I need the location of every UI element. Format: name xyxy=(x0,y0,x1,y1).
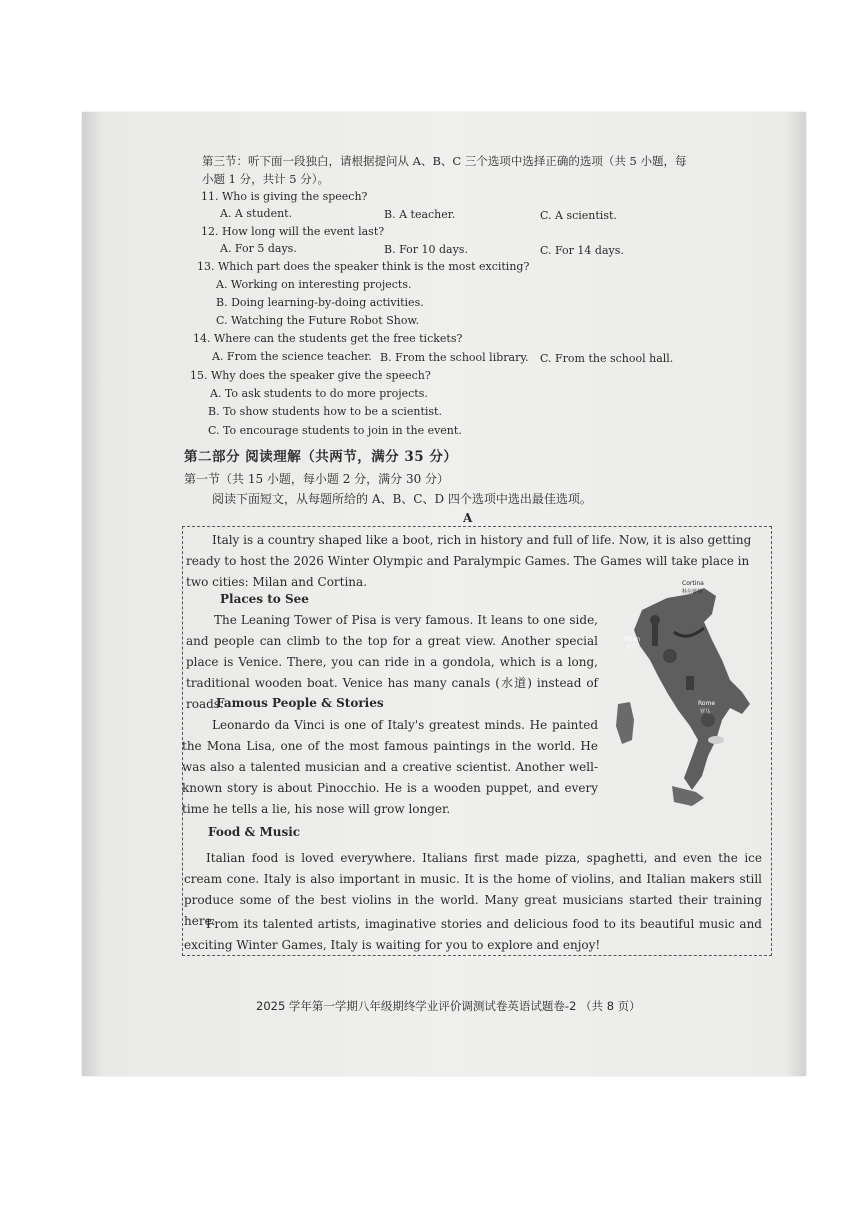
heading-people: Famous People & Stories xyxy=(216,696,384,710)
option-c: C. From the school hall. xyxy=(540,352,674,365)
italy-map-icon xyxy=(612,580,752,810)
section3-instruction xyxy=(202,152,687,188)
heading-food: Food & Music xyxy=(208,825,301,839)
map-label-rome-cn: 罗马 xyxy=(700,709,711,715)
map-label-rome: Rome xyxy=(698,700,716,707)
paragraph-food: Italian food is loved everywhere. Italians first made pizza, spaghetti, and even the ice cream cone. Italy is also important in music. It is the home of violins, and Italian makers still produce some of the best violins in the world. Many great musicians started their training here. xyxy=(184,851,762,928)
option-a: A. From the science teacher. xyxy=(212,350,372,363)
option-b: B. A teacher. xyxy=(384,208,456,221)
instruction-line: 小题 1 分，共计 5 分）。 xyxy=(202,172,330,186)
passage-letter: A xyxy=(463,511,473,525)
option-a: A. To ask students to do more projects. xyxy=(210,387,428,400)
paragraph-people: Leonardo da Vinci is one of Italy's greatest minds. He painted the Mona Lisa, one of the most famous paintings in the world. He was also a talented musician and a creative scientist. Another well-known story is about Pinocchio. He is a wooden puppet, and every time he tells a lie, his nose will grow longer. xyxy=(182,718,598,816)
page-footer: 2025 学年第一学期八年级期终学业评价调测试卷英语试题卷-2 （共 8 页） xyxy=(256,999,641,1013)
option-a: A. A student. xyxy=(220,207,293,220)
reading-instruction: 阅读下面短文，从每题所给的 A、B、C、D 四个选项中选出最佳选项。 xyxy=(212,492,592,506)
option-c: C. A scientist. xyxy=(540,209,617,222)
option-b: B. To show students how to be a scientist. xyxy=(208,405,442,418)
paragraph-closing: From its talented artists, imaginative stories and delicious food to its beautiful music and exciting Winter Games, Italy is waiting for you to explore and enjoy! xyxy=(184,917,762,952)
option-a: A. For 5 days. xyxy=(220,242,297,255)
map-label-milan-cn: 米兰 xyxy=(626,645,637,651)
map-label-cortina-cn: 科尔蒂纳 xyxy=(682,589,703,595)
part2-title: 第二部分 阅读理解（共两节，满分 35 分） xyxy=(184,449,458,465)
option-c: C. Watching the Future Robot Show. xyxy=(216,314,420,327)
paragraph-intro: Italy is a country shaped like a boot, rich in history and full of life. Now, it is also getting ready to host the 2026 Winter Olympic and Paralympic Games. The Games will take place in two cities: Milan and Cortina. xyxy=(186,533,752,589)
map-label-milan: Milan xyxy=(624,636,640,643)
heading-places: Places to See xyxy=(220,592,309,606)
italy-map-illustration xyxy=(612,580,752,810)
question-stem: 11. Who is giving the speech? xyxy=(201,190,368,203)
option-c: C. For 14 days. xyxy=(540,244,624,257)
map-label-cortina: Cortina xyxy=(682,580,704,587)
option-b: B. From the school library. xyxy=(380,351,529,364)
question-stem: 12. How long will the event last? xyxy=(201,225,385,238)
option-c: C. To encourage students to join in the event. xyxy=(208,424,462,437)
instruction-line: 第三节：听下面一段独白，请根据提问从 A、B、C 三个选项中选择正确的选项（共 5 小题，每 xyxy=(202,154,687,168)
option-b: B. Doing learning-by-doing activities. xyxy=(216,296,424,309)
question-stem: 15. Why does the speaker give the speech? xyxy=(190,369,431,382)
paragraph-places: The Leaning Tower of Pisa is very famous. It leans to one side, and people can climb to the top for a great view. Another special place is Venice. There, you can ride in a gondola, which is a long, traditional wooden boat. Venice has many canals (水道) instead of roads. xyxy=(186,613,598,711)
option-b: B. For 10 days. xyxy=(384,243,468,256)
question-stem: 14. Where can the students get the free tickets? xyxy=(193,332,463,345)
question-stem: 13. Which part does the speaker think is the most exciting? xyxy=(197,260,530,273)
section1-title: 第一节（共 15 小题，每小题 2 分，满分 30 分） xyxy=(184,472,450,486)
exam-page xyxy=(82,112,806,1076)
option-a: A. Working on interesting projects. xyxy=(216,278,412,291)
